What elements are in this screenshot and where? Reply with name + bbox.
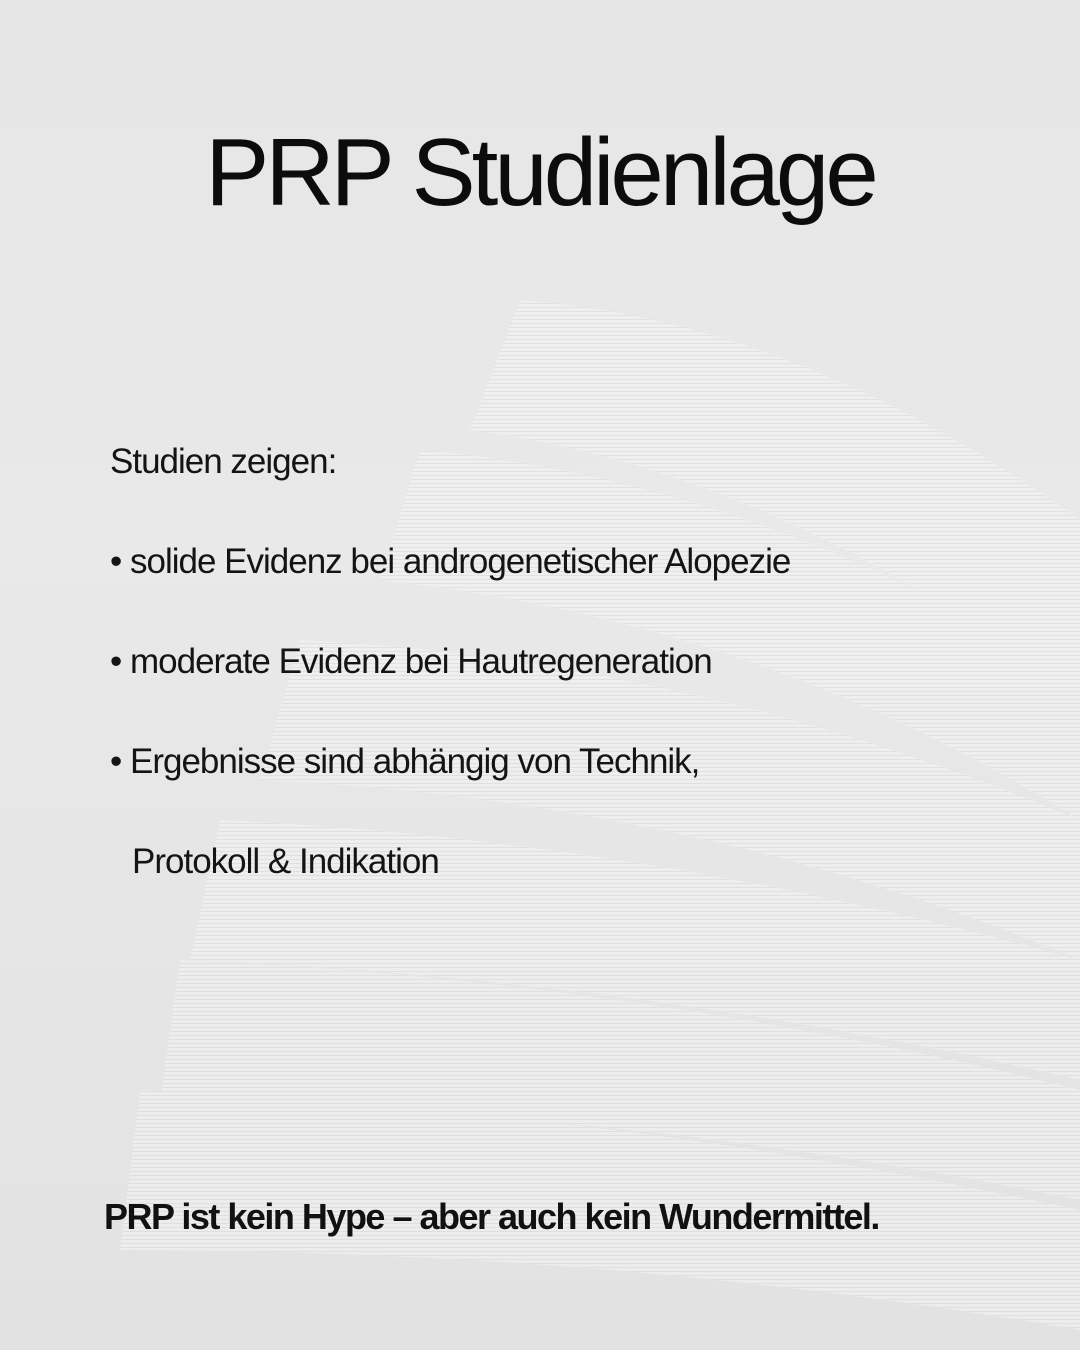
list-item: • solide Evidenz bei androgenetischer Alopezie: [110, 542, 791, 581]
list-item-continuation: Protokoll & Indikation: [132, 842, 439, 881]
page-title: PRP Studienlage: [205, 119, 875, 226]
content-list: [110, 438, 790, 938]
intro-text: Studien zeigen:: [110, 442, 337, 481]
closing-statement: PRP ist kein Hype – aber auch kein Wundermittel.: [104, 1196, 879, 1237]
list-item: • Ergebnisse sind abhängig von Technik,: [110, 742, 700, 781]
list-item: • moderate Evidenz bei Hautregeneration: [110, 642, 712, 681]
